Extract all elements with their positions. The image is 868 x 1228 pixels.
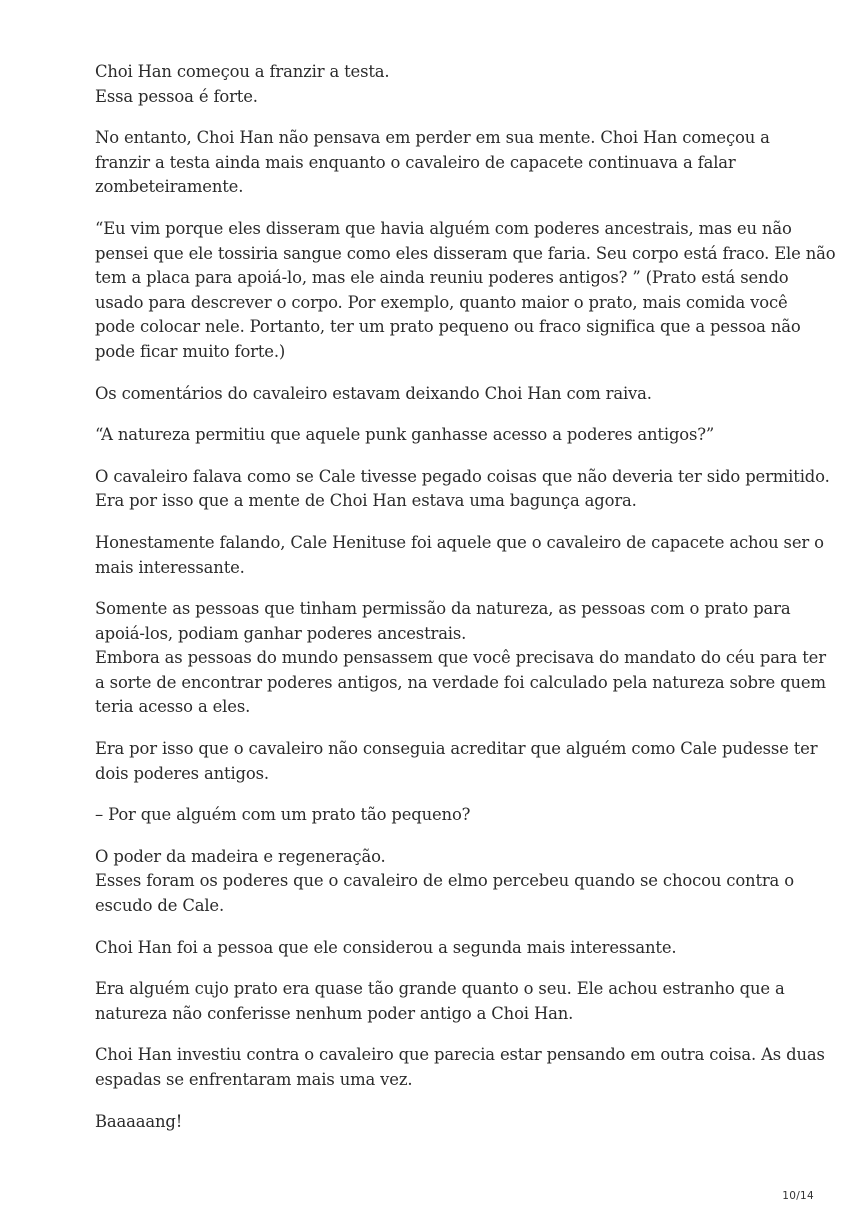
text-line: dois poderes antigos. <box>95 763 269 783</box>
text-line: Somente as pessoas que tinham permissão da natureza, as pessoas com o prato para <box>95 599 791 619</box>
text-line: Choi Han investiu contra o cavaleiro que parecia estar pensando em outra coisa. As duas <box>95 1045 825 1065</box>
text-line: “A natureza permitiu que aquele punk ganhasse acesso a poderes antigos?” <box>95 425 715 445</box>
text-line: escudo de Cale. <box>95 896 225 916</box>
text-line: usado para descrever o corpo. Por exemplo, quanto maior o prato, mais comida você <box>95 292 788 312</box>
text-line: Embora as pessoas do mundo pensassem que você precisava do mandato do céu para ter <box>95 648 826 668</box>
paragraph <box>95 126 795 200</box>
text-line: “Eu vim porque eles disseram que havia alguém com poderes ancestrais, mas eu não <box>95 218 792 238</box>
text-line: franzir a testa ainda mais enquanto o cavaleiro de capacete continuava a falar <box>95 152 736 172</box>
text-line: Choi Han começou a franzir a testa. <box>95 62 390 81</box>
text-line: Era alguém cujo prato era quase tão grande quanto o seu. Ele achou estranho que a <box>95 979 785 999</box>
page-number: 10/14 <box>782 1190 814 1202</box>
text-line: pode colocar nele. Portanto, ter um prato pequeno ou fraco significa que a pessoa não <box>95 317 801 337</box>
text-line: apoiá-los, podiam ganhar poderes ancestrais. <box>95 623 467 643</box>
text-line: zombeteiramente. <box>95 177 244 197</box>
text-line: Essa pessoa é forte. <box>95 86 258 106</box>
text-line: Honestamente falando, Cale Henituse foi aquele que o cavaleiro de capacete achou ser o <box>95 532 824 552</box>
paragraph <box>95 217 836 365</box>
text-line: O poder da madeira e regeneração. <box>95 846 386 866</box>
text-line: O cavaleiro falava como se Cale tivesse pegado coisas que não deveria ter sido permitido. <box>95 466 830 486</box>
text-line: Era por isso que a mente de Choi Han estava uma bagunça agora. <box>95 491 637 511</box>
text-line: mais interessante. <box>95 557 245 577</box>
paragraph <box>95 1043 825 1092</box>
paragraph <box>95 936 795 961</box>
text-line: pensei que ele tossiria sangue como eles disseram que faria. Seu corpo está fraco. Ele não <box>95 243 836 263</box>
text-line: a sorte de encontrar poderes antigos, na verdade foi calculado pela natureza sobre quem <box>95 672 826 692</box>
paragraph <box>95 60 795 109</box>
text-line: Choi Han foi a pessoa que ele considerou a segunda mais interessante. <box>95 937 677 957</box>
paragraph <box>95 977 795 1026</box>
text-line: natureza não conferisse nenhum poder antigo a Choi Han. <box>95 1003 574 1023</box>
paragraph <box>95 423 795 448</box>
paragraph <box>95 737 818 786</box>
text-line: Os comentários do cavaleiro estavam deixando Choi Han com raiva. <box>95 383 652 403</box>
text-line: Era por isso que o cavaleiro não conseguia acreditar que alguém como Cale pudesse ter <box>95 739 818 759</box>
paragraph <box>95 465 830 514</box>
paragraph <box>95 382 795 407</box>
paragraph <box>95 597 826 720</box>
document-body <box>95 60 836 1151</box>
text-line: espadas se enfrentaram mais uma vez. <box>95 1070 413 1089</box>
text-line: teria acesso a eles. <box>95 697 251 717</box>
paragraph <box>95 845 795 919</box>
paragraph <box>95 531 824 580</box>
text-line: No entanto, Choi Han não pensava em perder em sua mente. Choi Han começou a <box>95 128 770 148</box>
text-line: Esses foram os poderes que o cavaleiro de elmo percebeu quando se chocou contra o <box>95 871 794 891</box>
text-line: tem a placa para apoiá-lo, mas ele ainda reuniu poderes antigos? ” (Prato está sendo <box>95 268 789 288</box>
text-line: Baaaaang! <box>95 1111 183 1131</box>
paragraph <box>95 803 795 828</box>
text-line: – Por que alguém com um prato tão pequeno? <box>95 805 471 825</box>
text-line: pode ficar muito forte.) <box>95 341 286 361</box>
paragraph <box>95 1110 795 1135</box>
